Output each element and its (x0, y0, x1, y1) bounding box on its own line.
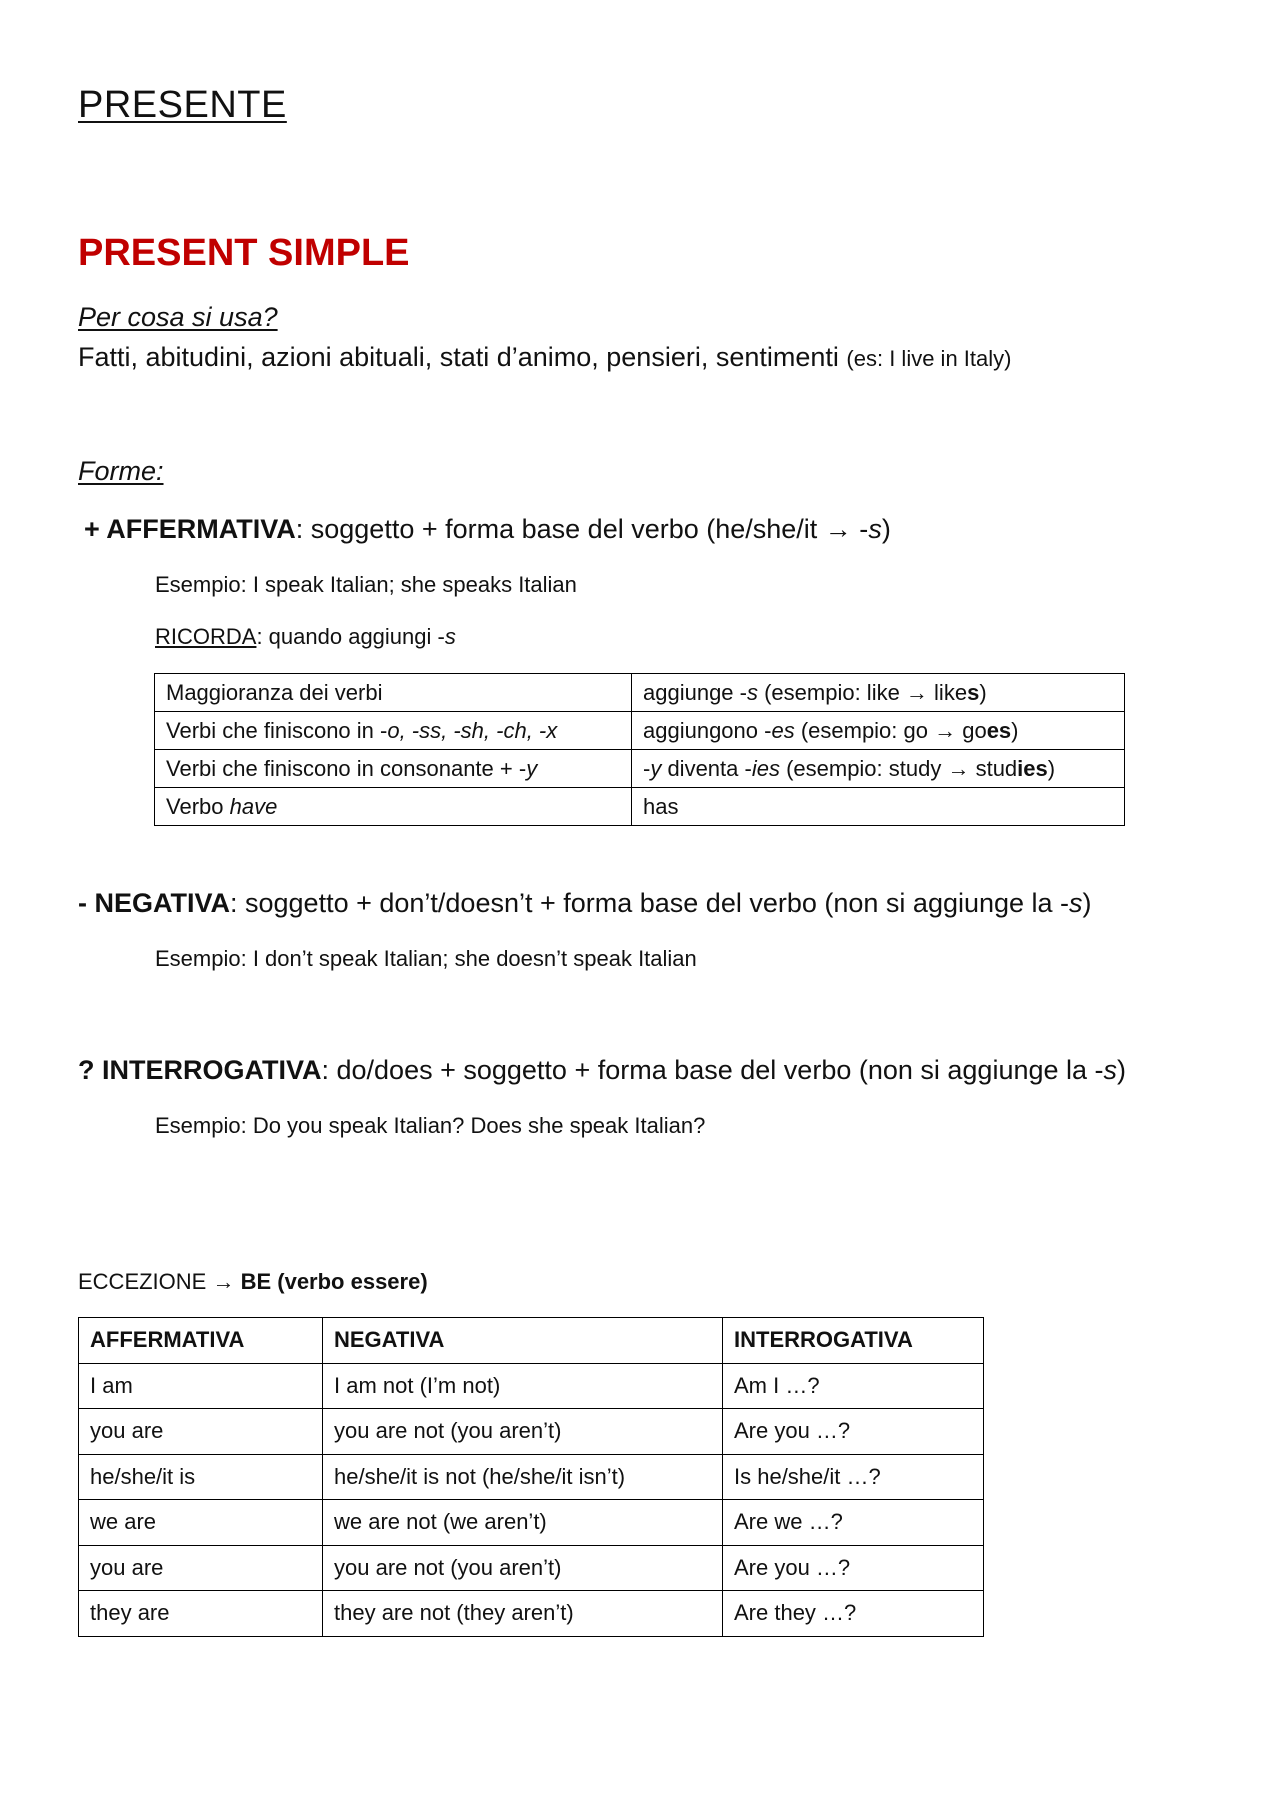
section-title: PRESENT SIMPLE (78, 232, 410, 274)
be-conjugation-table (78, 1317, 984, 1637)
table-cell: we are not (we aren’t) (323, 1500, 723, 1546)
table-cell: you are (79, 1409, 323, 1455)
table-row (79, 1545, 984, 1591)
table-cell: Are they …? (723, 1591, 984, 1637)
table-cell: Maggioranza dei verbi (155, 674, 632, 712)
usage-text (78, 342, 1011, 373)
table-cell: Verbi che finiscono in consonante + -y (155, 750, 632, 788)
negative-rule-close: ) (1082, 888, 1092, 918)
table-row (79, 1363, 984, 1409)
column-header: AFFERMATIVA (79, 1318, 323, 1364)
affirmative-rule-text: : soggetto + forma base del verbo (he/she/it → - (295, 514, 869, 544)
affirmative-label: + AFFERMATIVA (84, 514, 296, 544)
affirmative-example: Esempio: I speak Italian; she speaks Italian (155, 572, 577, 597)
table-row (79, 1500, 984, 1546)
table-cell: we are (79, 1500, 323, 1546)
table-cell: they are (79, 1591, 323, 1637)
table-cell: aggiunge -s (esempio: like → likes) (632, 674, 1125, 712)
table-cell: Are we …? (723, 1500, 984, 1546)
negative-rule (78, 888, 1092, 919)
table-cell: Am I …? (723, 1363, 984, 1409)
page-title: PRESENTE (78, 84, 287, 126)
interrogative-rule (78, 1055, 1126, 1086)
table-cell: has (632, 788, 1125, 826)
table-cell: he/she/it is (79, 1454, 323, 1500)
usage-description: Fatti, abitudini, azioni abituali, stati d’animo, pensieri, sentimenti (78, 342, 839, 372)
negative-rule-text: : soggetto + don’t/doesn’t + forma base del verbo (non si aggiunge la - (230, 888, 1070, 918)
table-cell: you are not (you aren’t) (323, 1545, 723, 1591)
table-row (155, 788, 1125, 826)
forms-heading: Forme: (78, 456, 164, 486)
table-row (79, 1454, 984, 1500)
usage-heading: Per cosa si usa? (78, 302, 278, 332)
table-cell: they are not (they aren’t) (323, 1591, 723, 1637)
affirmative-rule (84, 514, 891, 545)
column-header: NEGATIVA (323, 1318, 723, 1364)
negative-label: - NEGATIVA (78, 888, 230, 918)
exception-label: ECCEZIONE → (78, 1269, 241, 1294)
table-row (79, 1591, 984, 1637)
table-cell: Are you …? (723, 1545, 984, 1591)
interrogative-example: Esempio: Do you speak Italian? Does she speak Italian? (155, 1113, 706, 1138)
affirmative-rule-s: s (868, 514, 882, 544)
table-row (79, 1409, 984, 1455)
negative-rule-s: s (1069, 888, 1083, 918)
table-cell: I am not (I’m not) (323, 1363, 723, 1409)
table-cell: you are (79, 1545, 323, 1591)
exception-heading (78, 1269, 428, 1295)
remember-s: s (444, 624, 456, 649)
negative-example: Esempio: I don’t speak Italian; she doesn’t speak Italian (155, 946, 697, 971)
interrogative-rule-close: ) (1117, 1055, 1127, 1085)
affirmative-rule-close: ) (881, 514, 891, 544)
s-rules-table (154, 673, 1125, 826)
table-cell: I am (79, 1363, 323, 1409)
table-cell: Is he/she/it …? (723, 1454, 984, 1500)
table-cell: Verbi che finiscono in -o, -ss, -sh, -ch, -x (155, 712, 632, 750)
table-cell: -y diventa -ies (esempio: study → studies) (632, 750, 1125, 788)
table-cell: he/she/it is not (he/she/it isn’t) (323, 1454, 723, 1500)
remember-note (155, 624, 456, 650)
interrogative-rule-text: : do/does + soggetto + forma base del verbo (non si aggiunge la - (321, 1055, 1104, 1085)
interrogative-label: ? INTERROGATIVA (78, 1055, 322, 1085)
table-header-row (79, 1318, 984, 1364)
table-cell: Are you …? (723, 1409, 984, 1455)
table-cell: Verbo have (155, 788, 632, 826)
table-row (155, 712, 1125, 750)
remember-label: RICORDA (155, 624, 257, 649)
table-cell: you are not (you aren’t) (323, 1409, 723, 1455)
table-cell: aggiungono -es (esempio: go → goes) (632, 712, 1125, 750)
table-row (155, 750, 1125, 788)
remember-text: : quando aggiungi - (256, 624, 445, 649)
usage-example: (es: I live in Italy) (846, 346, 1012, 371)
exception-bold: BE (verbo essere) (240, 1269, 428, 1294)
interrogative-rule-s: s (1103, 1055, 1118, 1085)
column-header: INTERROGATIVA (723, 1318, 984, 1364)
table-row (155, 674, 1125, 712)
